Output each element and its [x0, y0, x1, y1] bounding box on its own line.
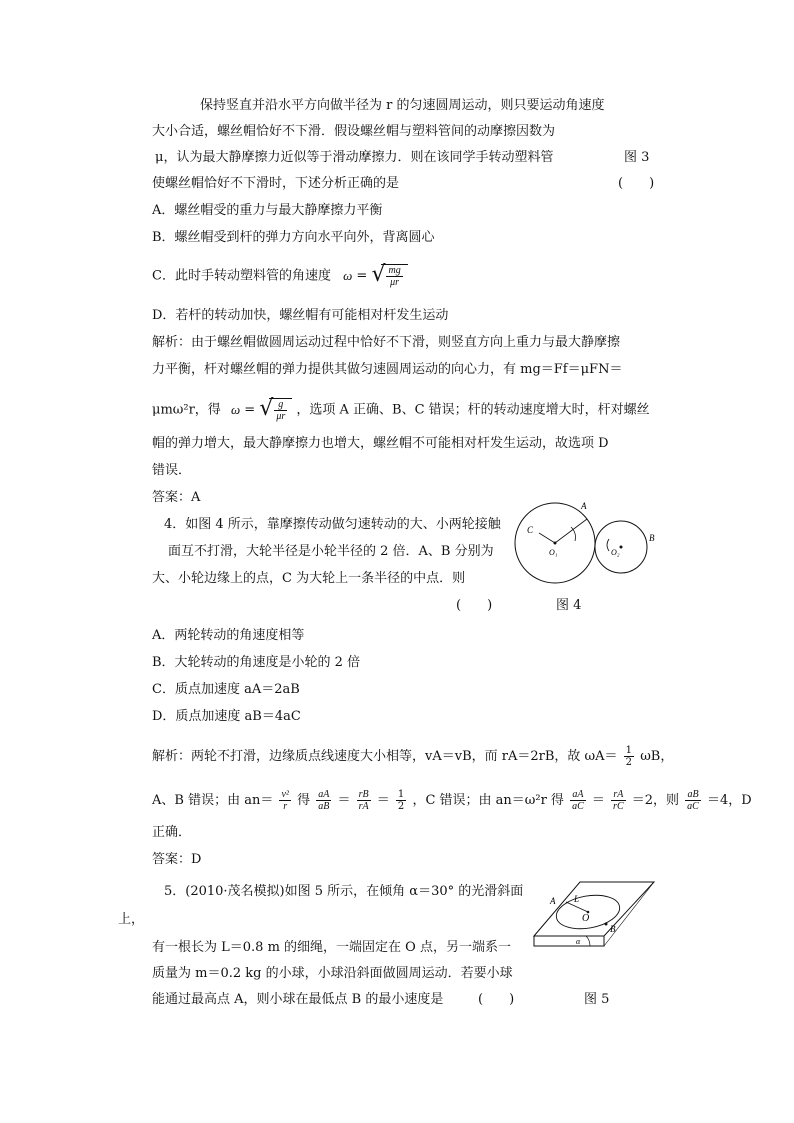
q4-figure-label: 图 4 [556, 598, 582, 613]
fraction-numerator: mg [388, 265, 401, 276]
q4-analysis-2-part: A、B 错误；由 an＝ [152, 793, 274, 808]
fraction-numerator: aA [318, 789, 330, 800]
q5-line-5: 能通过最高点 A，则小球在最低点 B 的最小速度是 [152, 992, 444, 1007]
q3-figure-label: 图 3 [624, 150, 650, 165]
q4-analysis-line-2 [152, 789, 752, 812]
fraction-denominator: rA [358, 801, 369, 812]
fraction [386, 265, 402, 288]
radius-line-c [539, 533, 555, 543]
fraction-numerator: g [274, 399, 287, 411]
omega-symbol: ω [230, 401, 241, 417]
q5-line-2: 上， [118, 912, 145, 927]
fraction [274, 399, 287, 422]
fraction-denominator: μr [390, 277, 400, 288]
q3-option-d: D．若杆的转动加快，螺丝帽有可能相对杆发生运动 [152, 308, 449, 323]
fraction-denominator: r [283, 801, 288, 812]
sqrt-formula [371, 264, 407, 288]
q4-analysis-line-3: 正确． [152, 825, 192, 840]
q4-analysis-1-post: ωB， [640, 749, 674, 764]
q3-option-c-text: C．此时手转动塑料管的角速度 [152, 268, 331, 284]
q3-analysis-line-3 [152, 398, 650, 422]
rotation-arrow-small [607, 539, 609, 551]
figure-5-incline [530, 872, 660, 952]
q4-answer-paren: ( ) [456, 598, 493, 613]
q3-analysis-line-2: 力平衡，杆对螺丝帽的弹力提供其做匀速圆周运动的向心力，有 mg＝Ff＝μFN＝ [152, 362, 623, 377]
angle-arc [586, 936, 590, 946]
fraction-denominator: aC [687, 801, 699, 812]
fraction-denominator: 2 [625, 757, 633, 768]
q3-line-2: 大小合适，螺丝帽恰好不下滑．假设螺丝帽与塑料管间的动摩擦因数为 [152, 124, 556, 139]
incline-edge [604, 882, 654, 946]
fraction [279, 789, 290, 812]
q4-analysis-1-pre: 解析：两轮不打滑，边缘质点线速度大小相等，vA＝vB，而 rA＝2rB，故 ωA＝ [152, 749, 618, 764]
q3-answer-paren: ( ) [618, 176, 655, 191]
q4-answer: 答案：D [152, 852, 202, 867]
point-a-label: A [581, 501, 587, 511]
q3-analysis-3-pre: μmω²r，得 [152, 402, 221, 418]
q4-option-c: C．质点加速度 aA＝2aB [152, 682, 300, 697]
q3-option-c [152, 264, 408, 288]
q4-analysis-2-part: 得 [297, 793, 311, 808]
q3-line-4: 使螺丝帽恰好不下滑时，下述分析正确的是 [152, 176, 400, 191]
incline-base [534, 936, 604, 946]
q3-analysis-line-1: 解析：由于螺丝帽做圆周运动过程中恰好不下滑，则竖直方向上重力与最大静摩擦 [152, 335, 621, 350]
fraction-denominator: 2 [397, 801, 405, 812]
fraction-numerator: v² [281, 789, 289, 800]
fraction [316, 789, 331, 812]
fraction-numerator: aA [570, 789, 586, 801]
q5-line-1: 5．(2010·茂名模拟)如图 5 所示，在倾角 α＝30° 的光滑斜面 [164, 884, 524, 899]
q5-figure-label: 图 5 [584, 992, 610, 1007]
fraction-numerator: aB [685, 789, 701, 801]
fraction [570, 789, 586, 812]
equals-sign: = [244, 402, 256, 418]
fraction-numerator: 1 [625, 745, 633, 756]
fraction-denominator: rC [613, 801, 624, 812]
q3-option-b: B．螺丝帽受到杆的弹力方向水平向外，背离圆心 [152, 230, 435, 245]
q4-option-b: B．大轮转动的角速度是小轮的 2 倍 [152, 655, 361, 670]
q3-analysis-line-4: 帽的弹力增大，最大静摩擦力也增大，螺丝帽不可能相对杆发生运动，故选项 D [152, 436, 609, 451]
q5-line-3: 有一根长为 L＝0.8 m 的细绳，一端固定在 O 点，另一端系一 [152, 940, 511, 955]
fraction-numerator: 1 [397, 789, 405, 800]
q4-analysis-2-part: ＝ [376, 793, 390, 808]
q3-analysis-line-5: 错误． [152, 463, 192, 478]
center-o1-dot [554, 542, 557, 545]
sqrt-formula [259, 398, 292, 422]
q4-analysis-line-1 [152, 745, 673, 768]
q3-analysis-3-post: ，选项 A 正确、B、C 错误；杆的转动速度增大时，杆对螺丝 [296, 402, 650, 418]
fraction-numerator: rA [611, 789, 626, 801]
rotation-arrow-large [571, 527, 576, 541]
radius-line-a [555, 519, 587, 543]
fraction-denominator: aB [318, 801, 330, 812]
q4-line-1: 4．如图 4 所示，靠摩擦传动做匀速转动的大、小两轮接触 [164, 517, 501, 532]
radical-sign: √ [371, 262, 386, 287]
q4-analysis-2-part: ＝2，则 [631, 793, 680, 808]
figure-4-wheels [505, 495, 665, 595]
fraction [396, 789, 406, 812]
fraction-denominator: aC [572, 801, 584, 812]
length-l-label: L [574, 894, 580, 904]
fraction-denominator: μr [276, 411, 286, 422]
q4-line-2: 面互不打滑，大轮半径是小轮半径的 2 倍．A、B 分别为 [168, 544, 494, 559]
fraction-half [624, 745, 634, 768]
point-c-label: C [527, 525, 534, 535]
point-b-label: B [649, 533, 655, 543]
equals-sign: = [356, 268, 368, 284]
center-o2-label: O₂ [611, 548, 620, 557]
center-o2-dot [620, 546, 623, 549]
incline-plane [534, 882, 654, 936]
q4-option-a: A．两轮转动的角速度相等 [152, 628, 305, 643]
fraction-numerator: rB [358, 789, 369, 800]
q5-answer-paren: ( ) [478, 992, 515, 1007]
q4-analysis-2-part: ，C 错误；由 an＝ω²r 得 [412, 793, 564, 808]
center-o1-label: O₁ [549, 548, 558, 557]
fraction [611, 789, 626, 812]
radical-sign: √ [259, 396, 274, 421]
point-b-dot [605, 923, 608, 926]
omega-symbol: ω [343, 267, 353, 283]
q3-line-3: μ，认为最大静摩擦力近似等于滑动摩擦力．则在该同学手转动塑料管 [155, 150, 554, 165]
q3-answer: 答案：A [152, 490, 201, 505]
q4-option-d: D．质点加速度 aB＝4aC [152, 709, 301, 724]
point-a-label: A [550, 896, 556, 906]
q3-line-1: 保持竖直并沿水平方向做半径为 r 的匀速圆周运动，则只要运动角速度 [200, 98, 605, 113]
fraction [357, 789, 371, 812]
q3-option-a: A．螺丝帽受的重力与最大静摩擦力平衡 [152, 203, 383, 218]
q4-analysis-2-part: ＝ [337, 793, 351, 808]
q5-line-4: 质量为 m＝0.2 kg 的小球，小球沿斜面做圆周运动．若要小球 [152, 966, 513, 981]
q4-line-3: 大、小轮边缘上的点，C 为大轮上一条半径的中点．则 [152, 571, 466, 586]
angle-alpha-label: α [576, 937, 581, 946]
center-o-label: O [582, 913, 590, 924]
q4-analysis-2-part: ＝ [591, 793, 605, 808]
fraction [685, 789, 701, 812]
point-b-label: B [610, 924, 616, 934]
q4-analysis-2-part: ＝4，D [706, 793, 752, 808]
